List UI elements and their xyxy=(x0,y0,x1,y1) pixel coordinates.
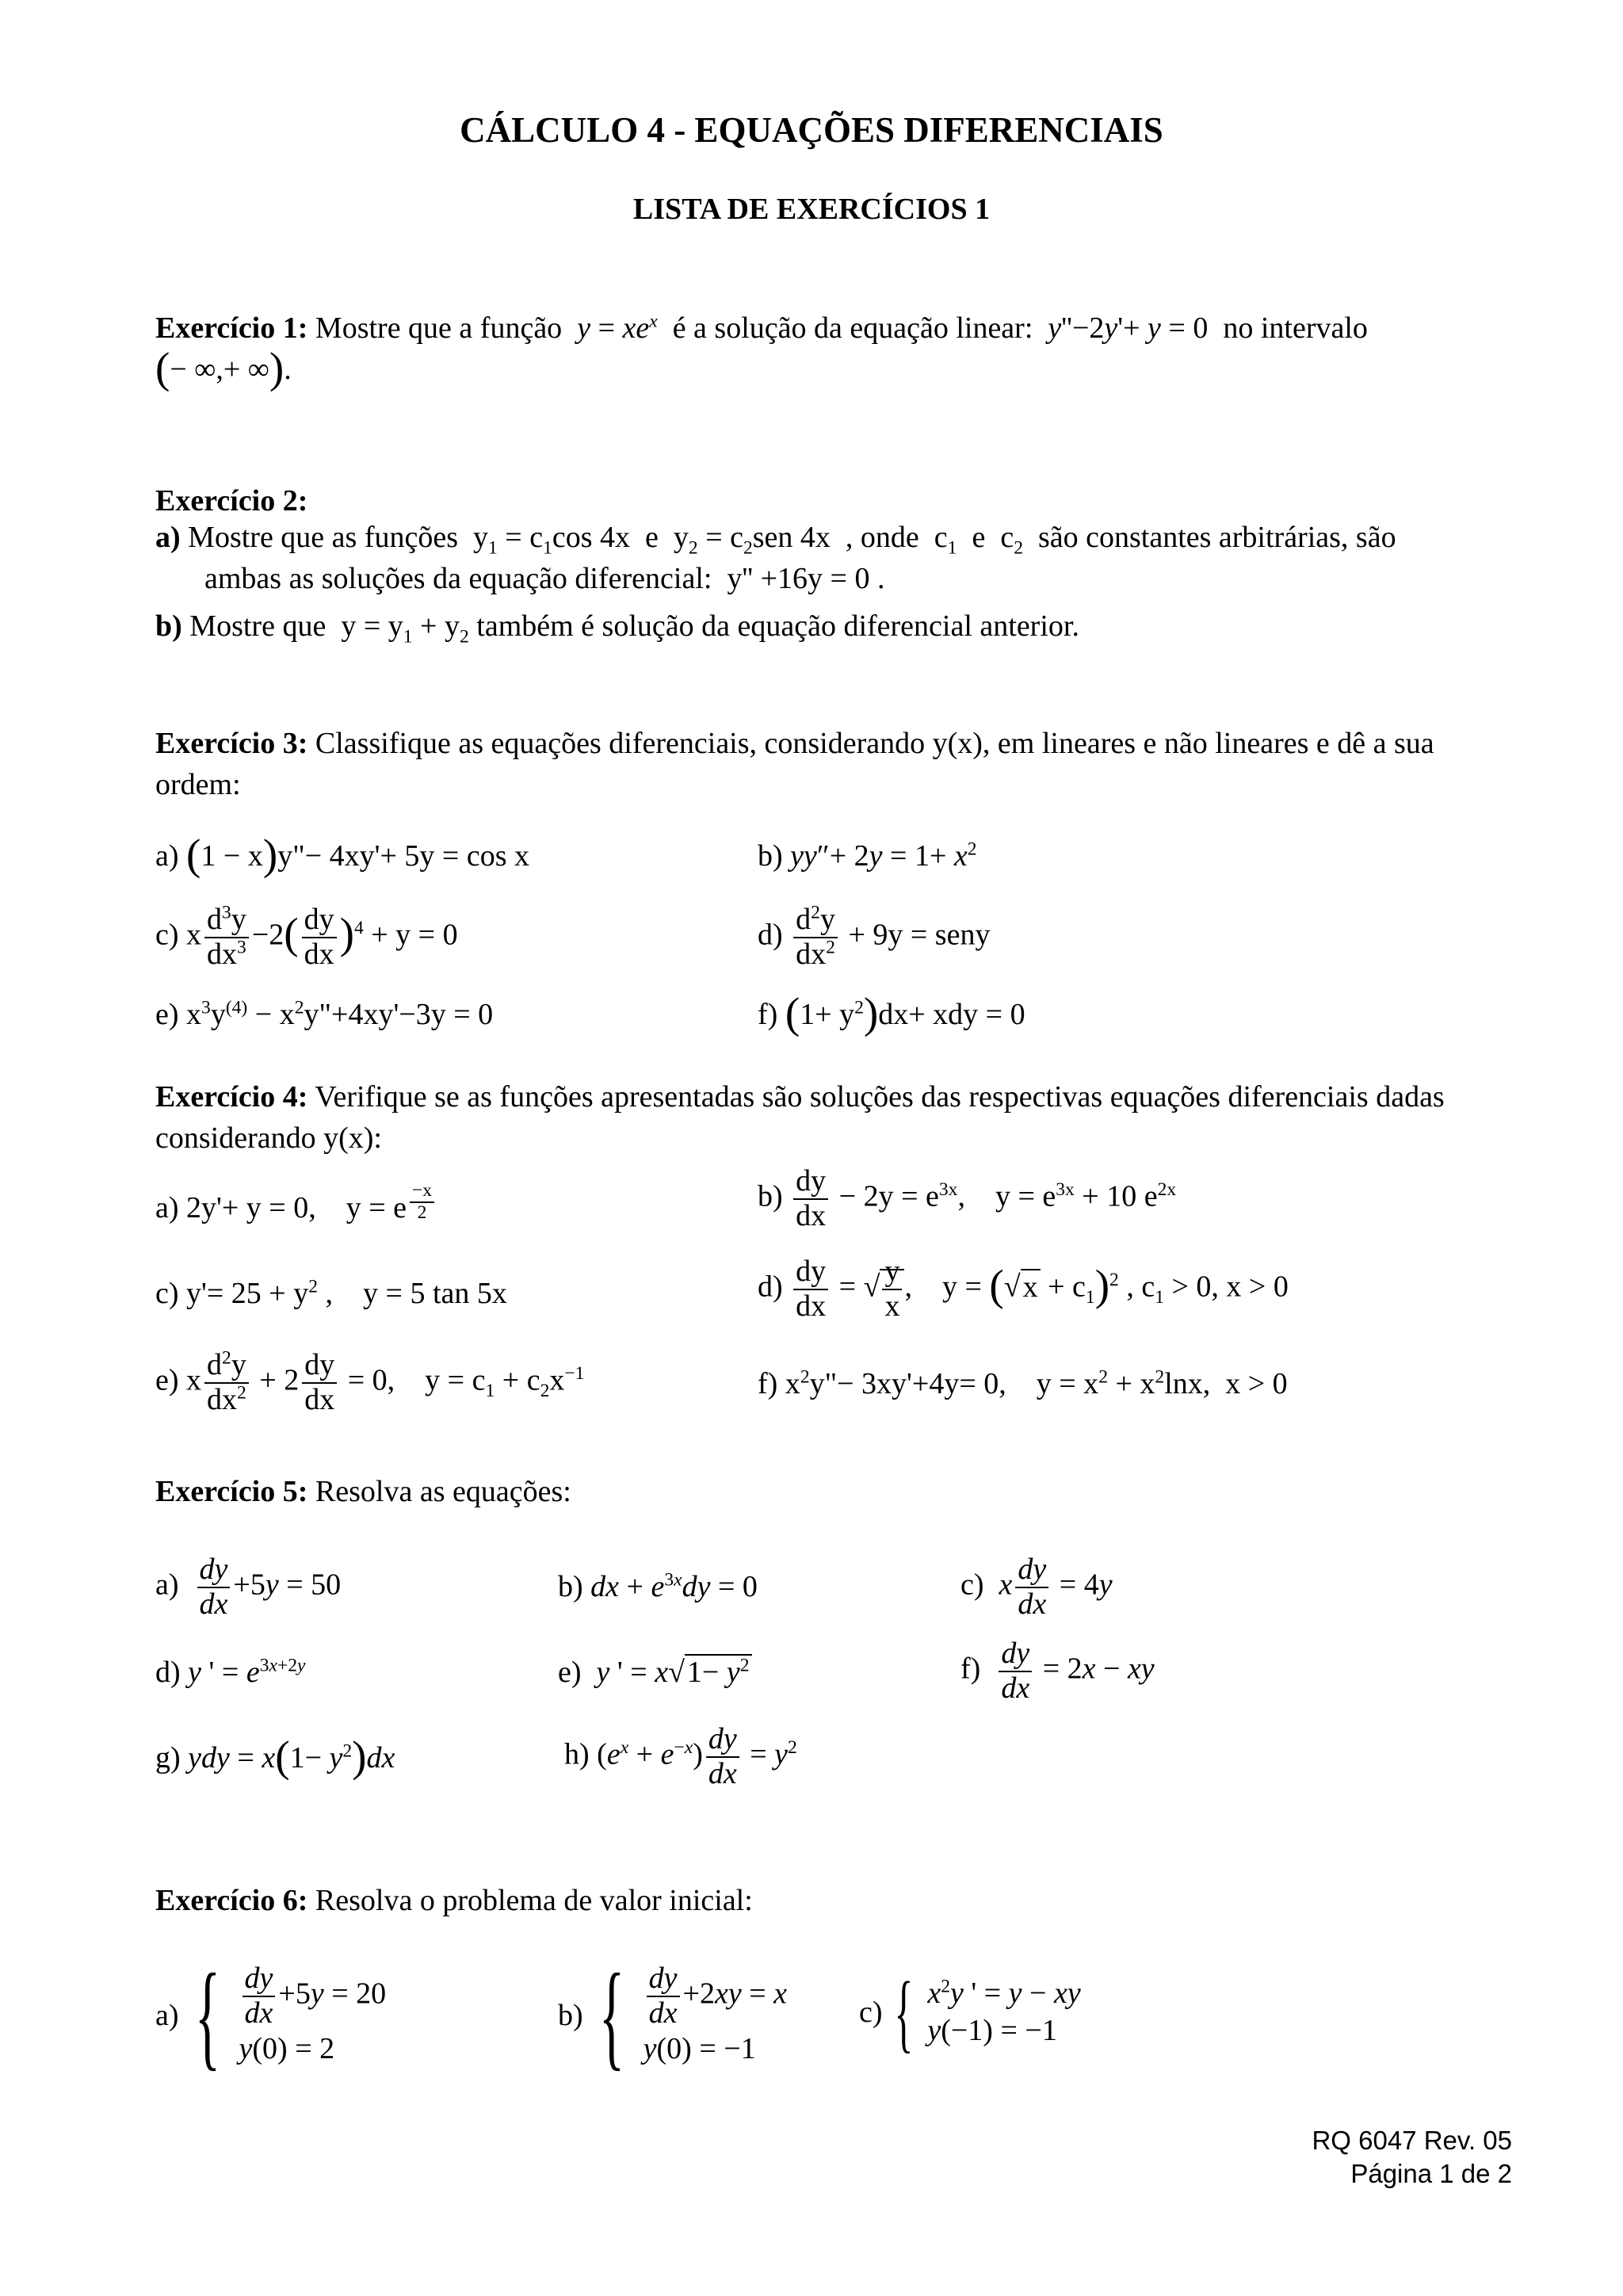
exercise-6a: a) { $\frac{dy}{dx}$ +5y = 20 y(0) = 2 xyxy=(155,1950,387,2081)
exercise-3a: a) (1 − x)y"− 4xy'+ 5y = cos x xyxy=(155,830,529,879)
exercise-5-label: Exercício 5: xyxy=(155,1475,308,1508)
exercise-2a-text-1: Mostre que as funções xyxy=(188,521,459,554)
exercise-3 xyxy=(155,723,1512,805)
document-code: RQ 6047 Rev. 05 xyxy=(1312,2126,1512,2155)
exercise-6c: c) { $x^2y$ ' = y − xy y(−1) = −1 xyxy=(859,1964,1081,2061)
exercise-3f: f) $(1+ y^2)dx+$ xdy = 0 xyxy=(758,988,1025,1037)
exercise-2-label: Exercício 2: xyxy=(155,484,308,518)
exercise-2b xyxy=(155,606,1512,647)
exercise-1-label: Exercício 1: xyxy=(155,311,308,345)
exercise-4-label: Exercício 4: xyxy=(155,1080,308,1114)
exercise-4f: f) $x^2y"- 3xy'+4y= 0$, $y = x^2 + x^2\ln x$, x > 0 xyxy=(758,1366,1288,1400)
exercise-2b-label: b) xyxy=(155,609,182,643)
exercise-5e: e) y ' = $x√1- y^2$ xyxy=(558,1655,752,1690)
exercise-4 xyxy=(155,1076,1512,1159)
page-title: CÁLCULO 4 - EQUAÇÕES DIFERENCIAIS xyxy=(460,110,1163,150)
exercise-3c: c) x $\frac{d^3y}{dx^3}$ −2( $\frac{dy}{dx}$ )$^4$ + y = 0 xyxy=(155,902,458,971)
exercise-2a-constants: $c_1$ e $c_2$ xyxy=(926,521,1023,559)
exercise-2 xyxy=(155,480,1512,521)
exercise-4c: c) $y'= 25 + y^2$ , y = 5 tan 5x xyxy=(155,1276,507,1310)
exercise-3b: b) $yy''+ 2y = 1+ x^2$ xyxy=(758,839,977,873)
exercise-5b: b) dx + $e^{3x}dy = 0$ xyxy=(558,1569,758,1603)
exercise-5 xyxy=(155,1471,1512,1512)
exercise-2a-text-4: ambas as soluções da equação diferencial: xyxy=(204,562,712,595)
exercise-1-interval: (− ∞,+ ∞). xyxy=(155,343,292,392)
exercise-1-equation: y''−2y'+ y = 0 xyxy=(1048,311,1216,345)
exercise-3e: e) $x^3y^{(4)}$ − $x^2y"+4xy'-3y = 0$ xyxy=(155,997,494,1031)
exercise-2a-label: a) xyxy=(155,521,181,554)
exercise-2b-text-2: também é solução da equação diferencial anterior. xyxy=(476,609,1079,643)
exercise-5a: a) $\frac{dy}{dx}$ +5y = 50 xyxy=(155,1553,342,1621)
exercise-1-text-a: Mostre que a função xyxy=(315,311,563,345)
exercise-2a xyxy=(155,517,1512,599)
exercise-5d: d) y ' = $e^{3x+2y}$ xyxy=(155,1655,306,1689)
exercise-3-text: Classifique as equações diferenciais, considerando y(x), em lineares e não lineares e dê a sua ordem: xyxy=(155,727,1434,801)
exercise-2b-sum: $y = y_1 + y_2$ xyxy=(333,609,469,648)
exercise-5c: c) x $\frac{dy}{dx}$ = 4y xyxy=(960,1553,1113,1621)
exercise-6b: b) { $\frac{dy}{dx}$ +2xy = x y(0) = −1 xyxy=(558,1950,788,2081)
exercise-5-text: Resolva as equações: xyxy=(315,1475,571,1508)
exercise-1-function: $y = xe^x$ xyxy=(577,311,658,345)
exercise-4a: a) 2y'+ y = 0, y = e $^{\frac{-x}{2}}$ xyxy=(155,1181,437,1225)
page-number: Página 1 de 2 xyxy=(1350,2159,1512,2188)
exercise-1 xyxy=(155,308,1512,390)
exercise-5f: f) $\frac{dy}{dx}$ = 2x − xy xyxy=(960,1637,1155,1705)
exercise-5g: g) ydy = $x(1- y^2)dx$ xyxy=(155,1732,395,1781)
exercise-2a-text-2: , onde xyxy=(845,521,919,554)
exercise-6 xyxy=(155,1880,1512,1921)
exercise-1-text-c: no intervalo xyxy=(1223,311,1368,345)
page-subtitle: LISTA DE EXERCÍCIOS 1 xyxy=(632,193,991,226)
exercise-4d: d) $\frac{dy}{dx}$ = √ $\frac{y}{x}$ , $y = (√x + c_1)^2$ , $c_1 > 0$, x > 0 xyxy=(758,1255,1289,1323)
exercise-4e: e) x $\frac{d^2y}{dx^2}$ + 2 $\frac{dy}{dx}$ = 0, $y = c_1 + c_2x^{-1}$ xyxy=(155,1347,585,1416)
exercise-2a-y2: $y_2 = c_2sen$ 4x xyxy=(666,521,838,559)
exercise-6-text: Resolva o problema de valor inicial: xyxy=(315,1884,753,1917)
exercise-3-label: Exercício 3: xyxy=(155,727,308,760)
exercise-1-text-b: é a solução da equação linear: xyxy=(672,311,1033,345)
footer xyxy=(1312,2124,1512,2191)
exercise-6-label: Exercício 6: xyxy=(155,1884,308,1917)
exercise-4-text: Verifique se as funções apresentadas são soluções das respectivas equações diferenciais dadas considerando y(x): xyxy=(155,1080,1445,1155)
exercise-2a-equation: y'' +16y = 0 . xyxy=(719,562,885,595)
exercise-5h: h) $(e^x + e^{-x})$ $\frac{dy}{dx}$ = $y^2$ xyxy=(564,1722,797,1790)
exercise-2a-text-3: são constantes arbitrárias, são xyxy=(1037,521,1396,554)
exercise-2a-y1: $y_1 = c_1\cos$ 4x xyxy=(465,521,638,559)
exercise-2a-text-e: e xyxy=(645,521,659,554)
exercise-3d: d) $\frac{d^2y}{dx^2}$ + 9y = seny xyxy=(758,902,991,971)
exercise-4b: b) $\frac{dy}{dx}$ − $2y = e^{3x}$, $y = e^{3x} + 10$ $e^{2x}$ xyxy=(758,1164,1177,1232)
exercise-2b-text-1: Mostre que xyxy=(189,609,327,643)
